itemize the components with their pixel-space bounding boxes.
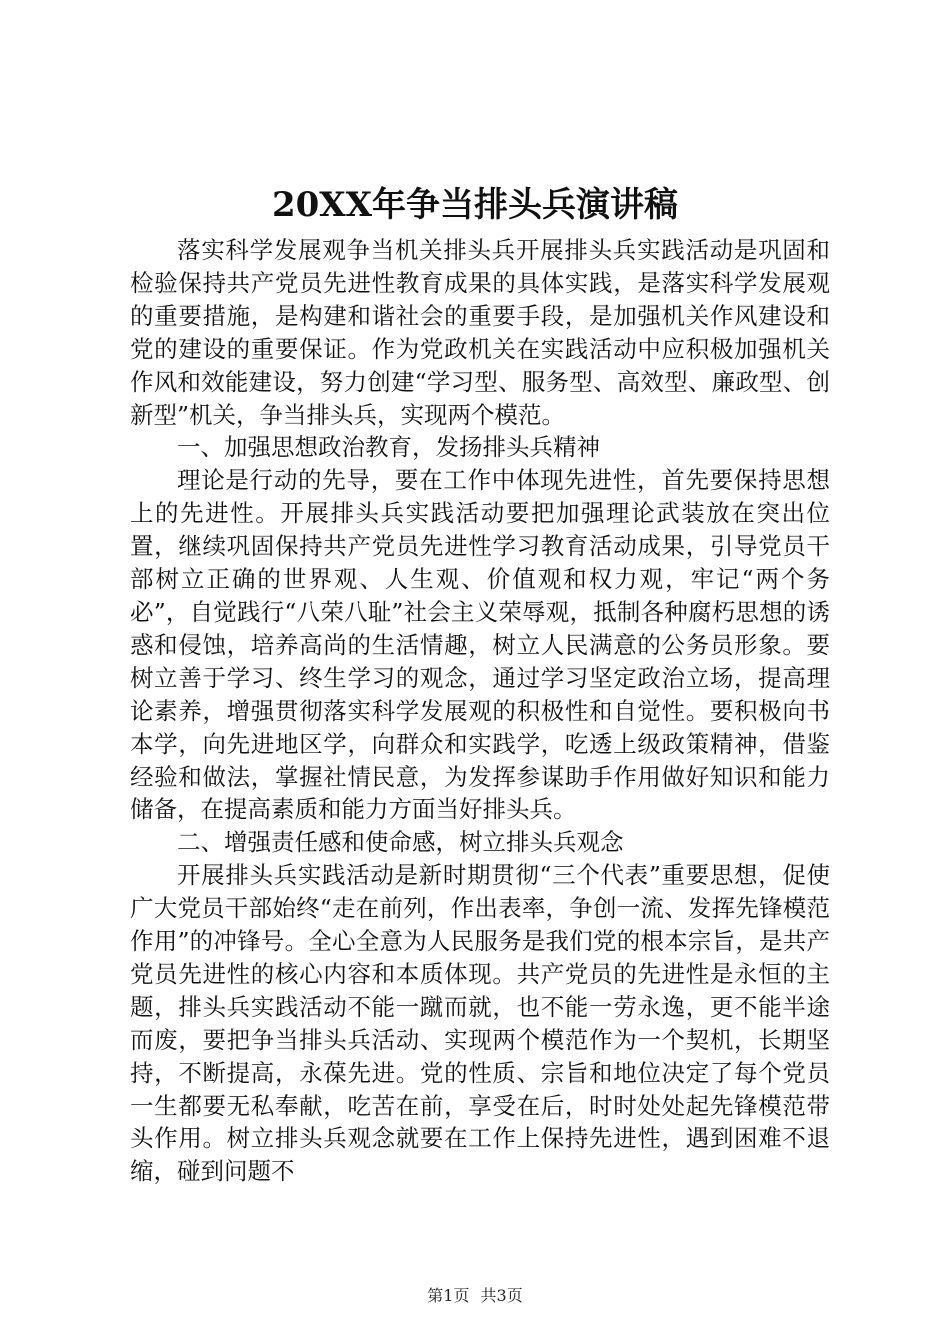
paragraph-intro: 落实科学发展观争当机关排头兵开展排头兵实践活动是巩固和检验保持共产党员先进性教育成果的具体实践，是落实科学发展观的重要措施，是构建和谐社会的重要手段，是加强机关作风建设和党的建设的重要保证。作为党政机关在实践活动中应积极加强机关作风和效能建设，努力创建“学习型、服务型、高效型、廉政型、创新型”机关，争当排头兵，实现两个模范。	[130, 236, 830, 429]
section-heading-1: 一、加强思想政治教育，发扬排头兵精神	[177, 433, 600, 462]
document-body	[130, 234, 830, 1188]
paragraph-section-2: 开展排头兵实践活动是新时期贯彻“三个代表”重要思想，促使广大党员干部始终“走在前列，作出表率，争创一流、发挥先锋模范作用”的冲锋号。全心全意为人民服务是我们党的根本宗旨，是共产党员先进性的核心内容和本质体现。共产党员的先进性是永恒的主题，排头兵实践活动不能一蹴而就，也不能一劳永逸，更不能半途而废，要把争当排头兵活动、实现两个模范作为一个契机，长期坚持，不断提高，永葆先进。党的性质、宗旨和地位决定了每个党员一生都要无私奉献，吃苦在前，享受在后，时时处处起先锋模范带头作用。树立排头兵观念就要在工作上保持先进性，遇到困难不退缩，碰到问题不	[130, 861, 830, 1186]
document-title: 20XX年争当排头兵演讲稿	[271, 185, 679, 225]
paragraph-section-1: 理论是行动的先导，要在工作中体现先进性，首先要保持思想上的先进性。开展排头兵实践活动要把加强理论武装放在突出位置，继续巩固保持共产党员先进性学习教育活动成果，引导党员干部树立正确的世界观、人生观、价值观和权力观，牢记“两个务必”，自觉践行“八荣八耻”社会主义荣辱观，抵制各种腐朽思想的诱惑和侵蚀，培养高尚的生活情趣，树立人民满意的公务员形象。要树立善于学习、终生学习的观念，通过学习坚定政治立场，提高理论素养，增强贯彻落实科学发展观的积极性和自觉性。要积极向书本学，向先进地区学，向群众和实践学，吃透上级政策精神，借鉴经验和做法，掌握社情民意，为发挥参谋助手作用做好知识和能力储备，在提高素质和能力方面当好排头兵。	[130, 466, 830, 824]
page-footer	[0, 1284, 950, 1308]
page-number: 第1页	[427, 1286, 470, 1305]
page-total: 共3页	[480, 1286, 523, 1305]
section-heading-2: 二、增强责任感和使命感，树立排头兵观念	[177, 828, 624, 857]
